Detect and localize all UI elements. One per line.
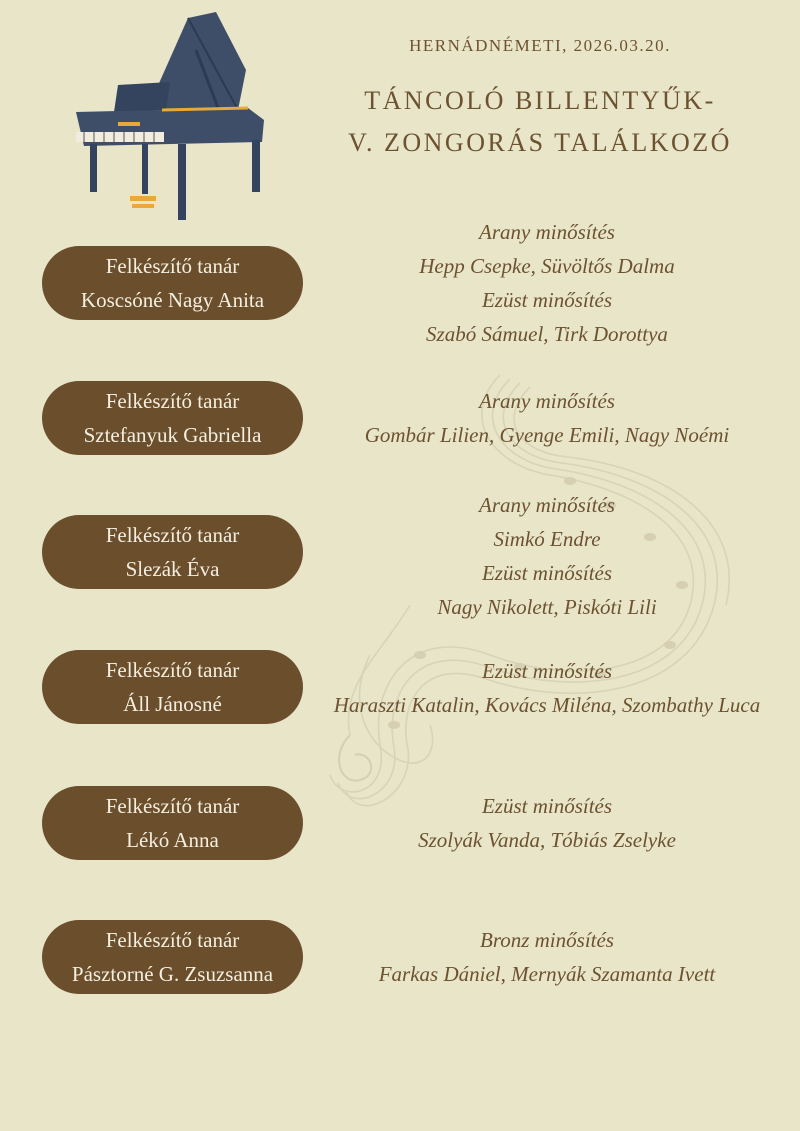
teacher-label: Felkészítő tanár — [105, 254, 240, 278]
award-level: Ezüst minősítés — [481, 659, 613, 683]
grand-piano-icon — [68, 10, 278, 225]
student-names: Farkas Dániel, Mernyák Szamanta Ivett — [378, 962, 716, 986]
title-line-2: V. ZONGORÁS TALÁLKOZÓ — [348, 128, 732, 157]
teacher-label: Felkészítő tanár — [105, 928, 240, 952]
page-title — [310, 80, 770, 164]
award-level: Arany minősítés — [479, 389, 615, 413]
teacher-name: Sztefanyuk Gabriella — [83, 423, 262, 447]
student-names: Hepp Csepke, Süvöltős Dalma — [419, 254, 675, 278]
student-names: Szabó Sámuel, Tirk Dorottya — [426, 322, 668, 346]
teacher-label: Felkészítő tanár — [105, 658, 240, 682]
student-names: Simkó Endre — [493, 527, 601, 551]
teacher-label: Felkészítő tanár — [105, 389, 240, 413]
teacher-name: Lékó Anna — [126, 828, 219, 852]
award-list — [300, 923, 794, 991]
award-level: Ezüst minősítés — [481, 288, 613, 312]
teacher-name: Koscsóné Nagy Anita — [80, 288, 265, 312]
award-list — [300, 488, 794, 624]
award-level: Arany minősítés — [479, 493, 615, 517]
teacher-pill — [42, 920, 303, 994]
teacher-name: Áll Jánosné — [123, 692, 222, 716]
teacher-pill — [42, 786, 303, 860]
award-list — [300, 215, 794, 351]
award-list — [300, 789, 794, 857]
teacher-name: Slezák Éva — [125, 557, 220, 581]
award-list — [300, 654, 794, 722]
teacher-label: Felkészítő tanár — [105, 523, 240, 547]
teacher-pill — [42, 515, 303, 589]
award-level: Arany minősítés — [479, 220, 615, 244]
teacher-pill — [42, 246, 303, 320]
event-date: HERNÁDNÉMETI, 2026.03.20. — [409, 36, 671, 55]
award-level: Ezüst minősítés — [481, 794, 613, 818]
award-list — [300, 384, 794, 452]
award-level: Ezüst minősítés — [481, 561, 613, 585]
teacher-pill — [42, 650, 303, 724]
student-names: Gombár Lilien, Gyenge Emili, Nagy Noémi — [364, 423, 730, 447]
student-names: Szolyák Vanda, Tóbiás Zselyke — [418, 828, 676, 852]
teacher-pill — [42, 381, 303, 455]
award-level: Bronz minősítés — [480, 928, 614, 952]
student-names: Haraszti Katalin, Kovács Miléna, Szombathy Luca — [333, 693, 761, 717]
teacher-label: Felkészítő tanár — [105, 794, 240, 818]
title-line-1: TÁNCOLÓ BILLENTYŰK- — [364, 86, 716, 115]
student-names: Nagy Nikolett, Piskóti Lili — [437, 595, 657, 619]
teacher-name: Pásztorné G. Zsuzsanna — [71, 962, 274, 986]
